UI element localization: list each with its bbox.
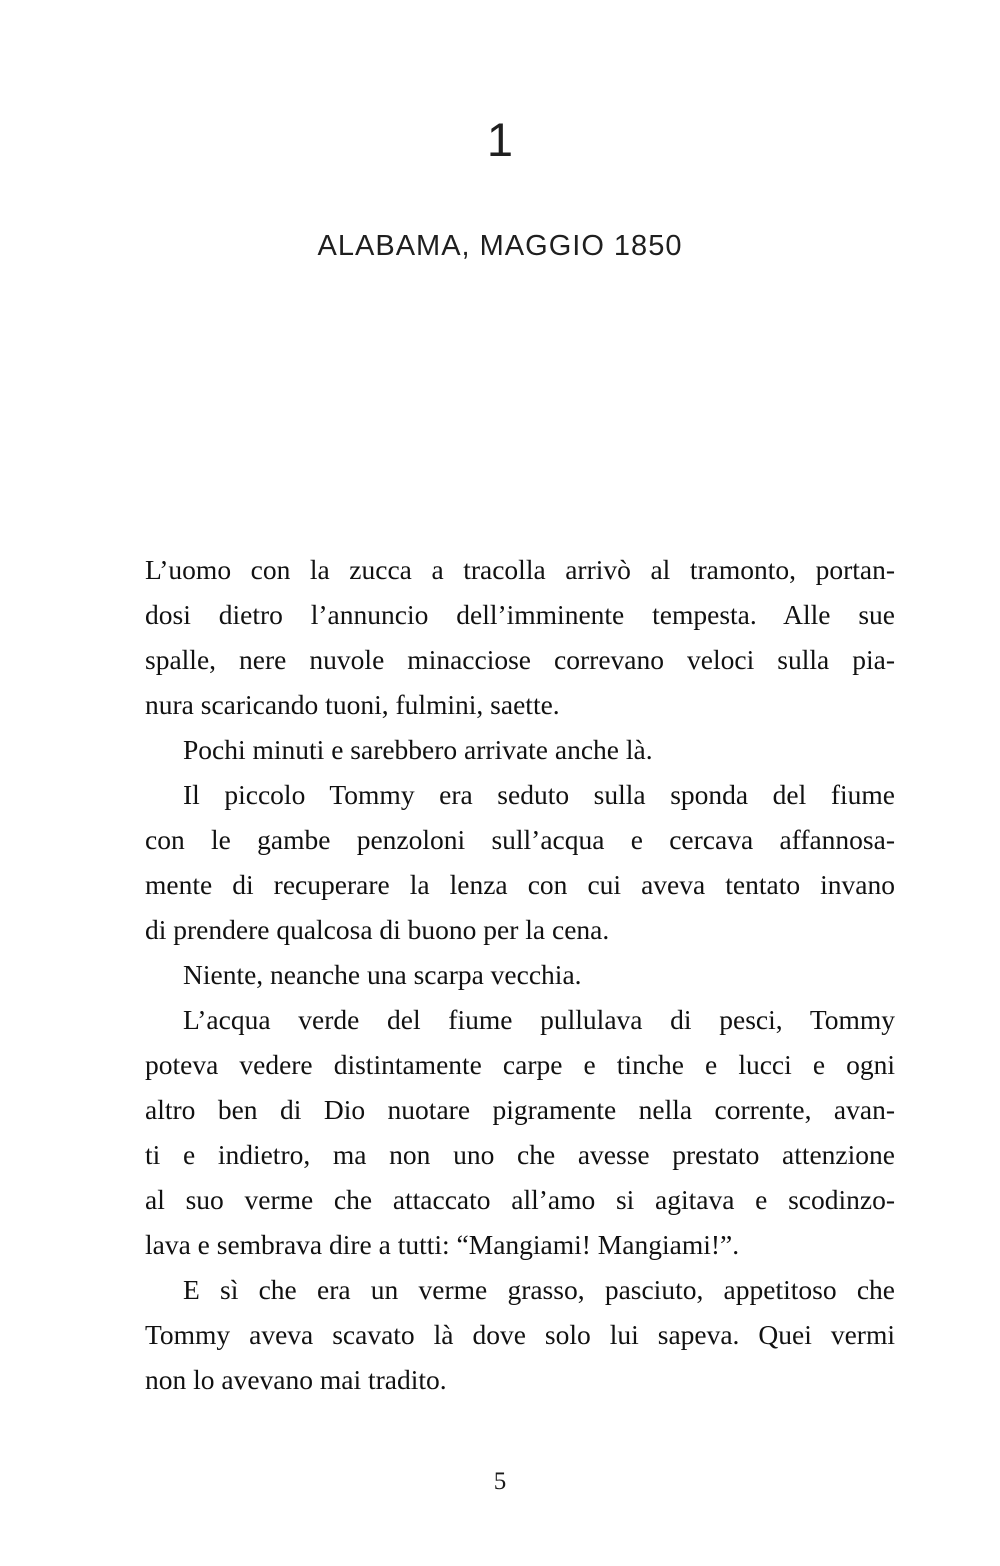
- text-line: Tommy aveva scavato là dove solo lui sapeva. Quei vermi: [145, 1319, 895, 1350]
- text-line: Niente, neanche una scarpa vecchia.: [183, 959, 582, 990]
- text-line: nura scaricando tuoni, fulmini, saette.: [145, 689, 560, 720]
- text-line: altro ben di Dio nuotare pigramente nella corrente, avan-: [145, 1094, 895, 1125]
- text-line: mente di recuperare la lenza con cui aveva tentato invano: [145, 869, 895, 900]
- body-text: [145, 547, 895, 1402]
- text-line: Pochi minuti e sarebbero arrivate anche là.: [183, 734, 653, 765]
- text-line: non lo avevano mai tradito.: [145, 1364, 447, 1395]
- paragraph: [145, 727, 895, 772]
- text-line: ti e indietro, ma non uno che avesse prestato attenzione: [145, 1139, 895, 1170]
- text-line: E sì che era un verme grasso, pasciuto, appetitoso che: [183, 1274, 895, 1305]
- paragraph: [145, 997, 895, 1267]
- text-line: dosi dietro l’annuncio dell’imminente tempesta. Alle sue: [145, 599, 895, 630]
- text-line: di prendere qualcosa di buono per la cena.: [145, 914, 610, 945]
- text-line: lava e sembrava dire a tutti: “Mangiami! Mangiami!”.: [145, 1229, 740, 1260]
- page-number: 5: [493, 1468, 507, 1495]
- text-line: L’uomo con la zucca a tracolla arrivò al tramonto, portan-: [145, 554, 895, 585]
- text-line: Il piccolo Tommy era seduto sulla sponda del fiume: [183, 779, 895, 810]
- paragraph: [145, 952, 895, 997]
- text-line: con le gambe penzoloni sull’acqua e cercava affannosa-: [145, 824, 895, 855]
- text-line: al suo verme che attaccato all’amo si agitava e scodinzo-: [145, 1184, 895, 1215]
- paragraph: [145, 1267, 895, 1402]
- text-line: spalle, nere nuvole minacciose correvano veloci sulla pia-: [145, 644, 895, 675]
- chapter-subtitle: ALABAMA, MAGGIO 1850: [317, 230, 683, 262]
- paragraph: [145, 772, 895, 952]
- chapter-number: 1: [486, 113, 514, 166]
- paragraph: [145, 547, 895, 727]
- text-line: L’acqua verde del fiume pullulava di pesci, Tommy: [183, 1004, 895, 1035]
- text-line: poteva vedere distintamente carpe e tinche e lucci e ogni: [145, 1049, 895, 1080]
